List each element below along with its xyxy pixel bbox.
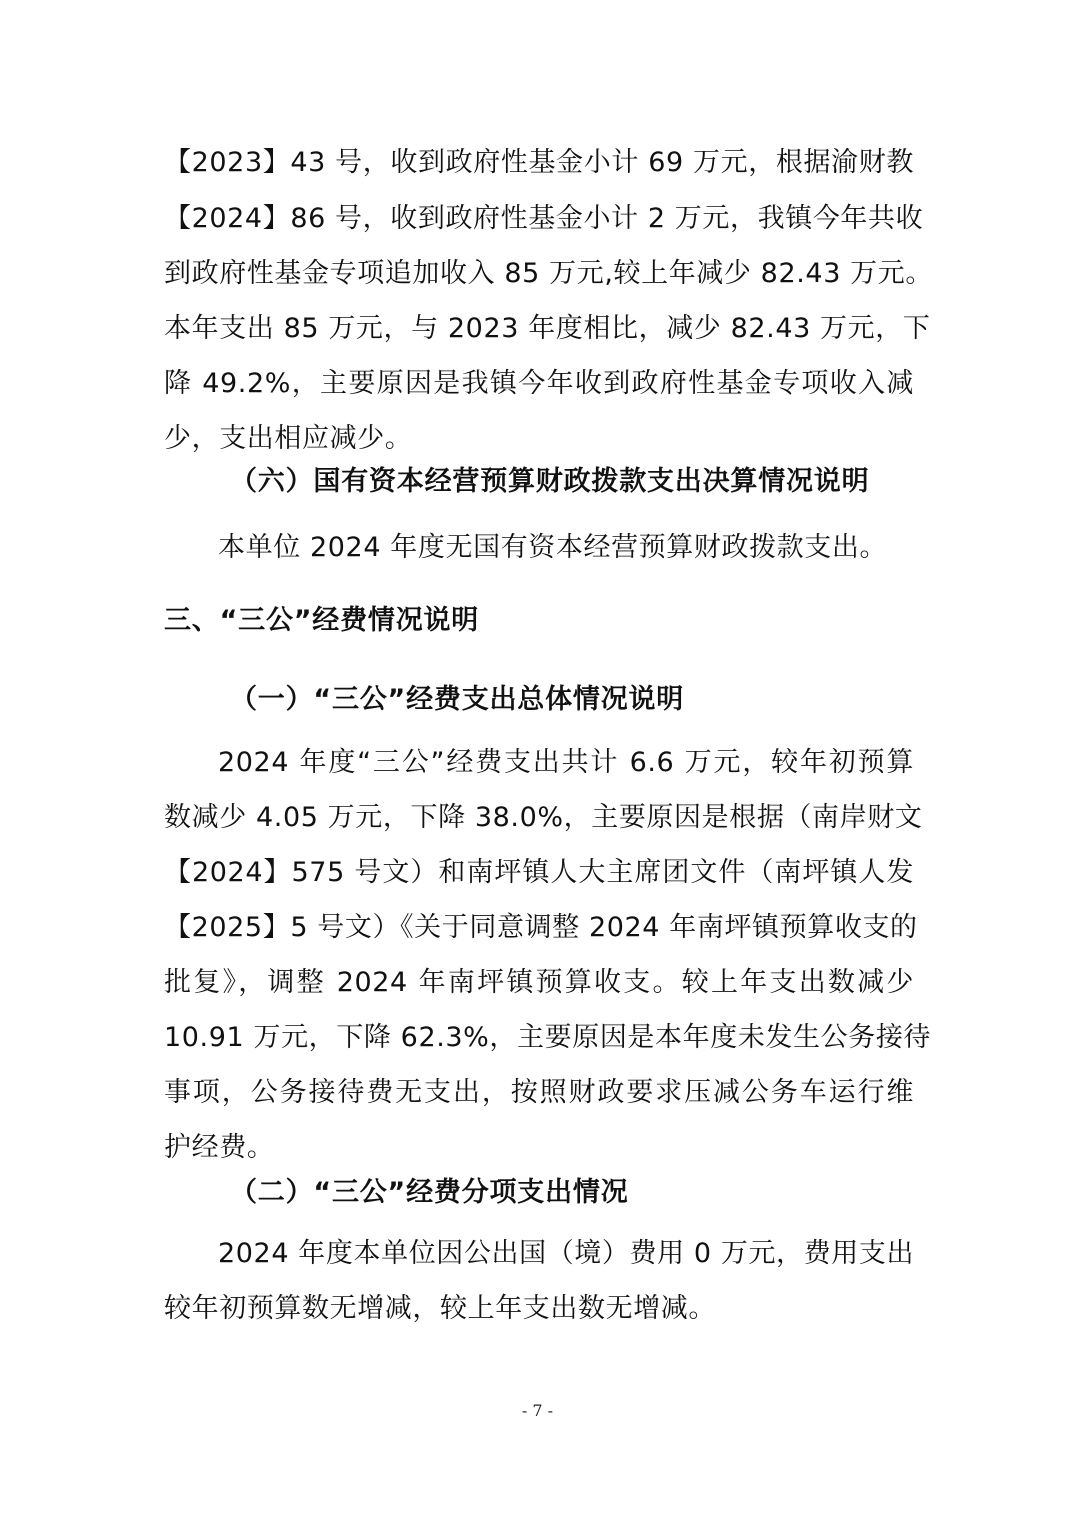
body-line: 2024 年度本单位因公出国（境）费用 0 万元，费用支出 xyxy=(218,1238,915,1269)
body-paragraph: 本单位 2024 年度无国有资本经营预算财政拨款支出。 xyxy=(218,532,888,563)
body-line: 护经费。 xyxy=(164,1132,275,1163)
page-number: - 7 - xyxy=(521,1401,554,1420)
body-line: 2024 年度“三公”经费支出共计 6.6 万元，较年初预算 xyxy=(218,747,914,778)
body-line: 到政府性基金专项追加收入 85 万元,较上年减少 82.43 万元。 xyxy=(164,258,933,289)
section-title-three-public: 三、“三公”经费情况说明 xyxy=(164,605,480,636)
body-line: 数减少 4.05 万元，下降 38.0%，主要原因是根据（南岸财文 xyxy=(164,802,923,833)
body-line: 本年支出 85 万元，与 2023 年度相比，减少 82.43 万元，下 xyxy=(164,313,931,344)
subheading-itemized-expenditure: （二）“三公”经费分项支出情况 xyxy=(230,1177,629,1208)
body-line: 【2024】575 号文）和南坪镇人大主席团文件（南坪镇人发 xyxy=(164,857,914,888)
body-line: 【2025】5 号文）《关于同意调整 2024 年南坪镇预算收支的 xyxy=(164,912,918,943)
body-line: 少，支出相应减少。 xyxy=(164,423,413,454)
body-line: 较年初预算数无增减，较上年支出数无增减。 xyxy=(164,1293,716,1324)
subheading-overall-expenditure: （一）“三公”经费支出总体情况说明 xyxy=(230,684,685,715)
body-line: 批复》，调整 2024 年南坪镇预算收支。较上年支出数减少 xyxy=(164,967,914,998)
body-line: 10.91 万元，下降 62.3%，主要原因是本年度未发生公务接待 xyxy=(164,1022,932,1053)
body-line: 降 49.2%，主要原因是我镇今年收到政府性基金专项收入减 xyxy=(164,368,914,399)
subheading-state-capital-budget: （六）国有资本经营预算财政拨款支出决算情况说明 xyxy=(230,466,870,497)
body-line: 【2023】43 号，收到政府性基金小计 69 万元，根据渝财教 xyxy=(164,147,914,178)
body-line: 事项，公务接待费无支出，按照财政要求压减公务车运行维 xyxy=(164,1077,914,1108)
body-line: 【2024】86 号，收到政府性基金小计 2 万元，我镇今年共收 xyxy=(164,203,924,234)
